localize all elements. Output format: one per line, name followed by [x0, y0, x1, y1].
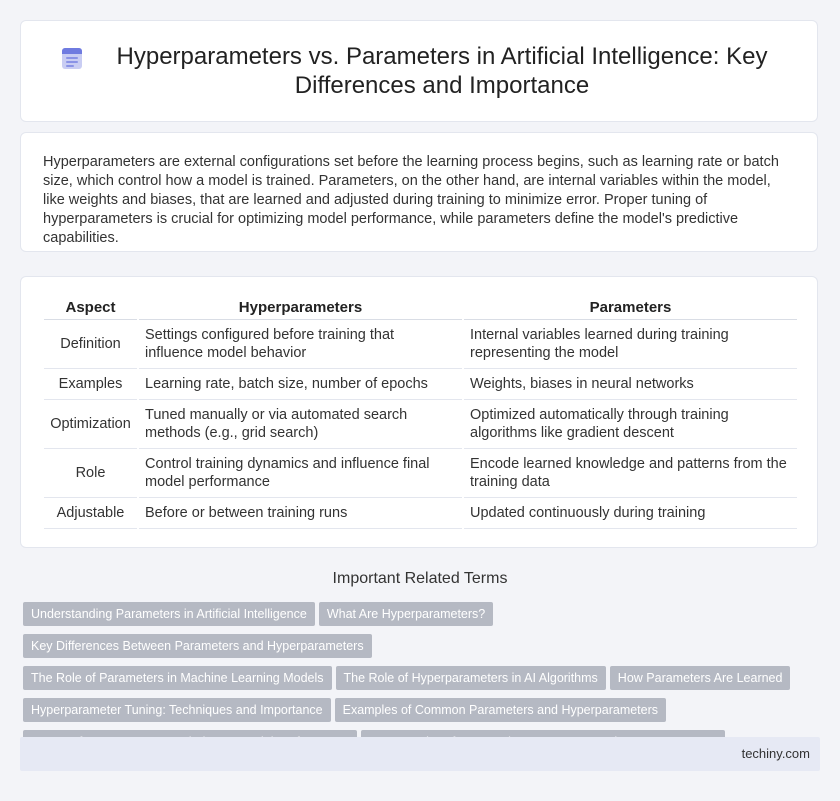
header-aspect: Aspect	[44, 291, 137, 320]
document-icon	[61, 46, 83, 70]
cell-aspect: Role	[44, 449, 137, 498]
comparison-card	[20, 276, 818, 548]
footer-site-link[interactable]: techiny.com	[741, 746, 810, 761]
cell-parameters: Optimized automatically through training algorithms like gradient descent	[464, 400, 797, 449]
cell-hyperparameters: Control training dynamics and influence final model performance	[139, 449, 462, 498]
table-header-row	[44, 291, 797, 320]
table-row	[44, 320, 797, 369]
related-term-link[interactable]: Hyperparameter Tuning: Techniques and Importance	[23, 698, 331, 722]
footer	[20, 737, 820, 771]
related-term-link[interactable]: The Role of Hyperparameters in AI Algorithms	[336, 666, 606, 690]
cell-parameters: Encode learned knowledge and patterns from the training data	[464, 449, 797, 498]
title-card	[20, 20, 818, 122]
cell-parameters: Updated continuously during training	[464, 498, 797, 529]
related-terms-heading: Important Related Terms	[332, 570, 508, 587]
comparison-table	[42, 291, 799, 529]
table-row	[44, 498, 797, 529]
header-hyperparameters: Hyperparameters	[139, 291, 462, 320]
related-term-link[interactable]: The Role of Parameters in Machine Learning Models	[23, 666, 332, 690]
header-parameters: Parameters	[464, 291, 797, 320]
related-term-link[interactable]: What Are Hyperparameters?	[319, 602, 493, 626]
table-row	[44, 400, 797, 449]
cell-aspect: Adjustable	[44, 498, 137, 529]
cell-aspect: Optimization	[44, 400, 137, 449]
cell-hyperparameters: Learning rate, batch size, number of epochs	[139, 369, 462, 400]
related-term-link[interactable]: How Parameters Are Learned	[610, 666, 791, 690]
cell-parameters: Weights, biases in neural networks	[464, 369, 797, 400]
cell-hyperparameters: Settings configured before training that influence model behavior	[139, 320, 462, 369]
related-term-link[interactable]: Examples of Common Parameters and Hyperparameters	[335, 698, 666, 722]
table-row	[44, 369, 797, 400]
cell-hyperparameters: Tuned manually or via automated search methods (e.g., grid search)	[139, 400, 462, 449]
cell-hyperparameters: Before or between training runs	[139, 498, 462, 529]
intro-card	[20, 132, 818, 252]
cell-aspect: Examples	[44, 369, 137, 400]
related-term-link[interactable]: Key Differences Between Parameters and Hyperparameters	[23, 634, 372, 658]
cell-parameters: Internal variables learned during training representing the model	[464, 320, 797, 369]
table-row	[44, 449, 797, 498]
related-term-link[interactable]: Understanding Parameters in Artificial Intelligence	[23, 602, 315, 626]
intro-paragraph: Hyperparameters are external configurations set before the learning process begins, such as learning rate or batch size, which control how a model is trained. Parameters, on the other hand, are internal variables within the model, like weights and biases, that are learned and adjusted during training to minimize error. Proper tuning of hyperparameters is crucial for optimizing model performance, while parameters define the model's predictive capabilities.	[43, 154, 779, 246]
page-title: Hyperparameters vs. Parameters in Artificial Intelligence: Key Differences and Importance	[116, 43, 768, 99]
cell-aspect: Definition	[44, 320, 137, 369]
